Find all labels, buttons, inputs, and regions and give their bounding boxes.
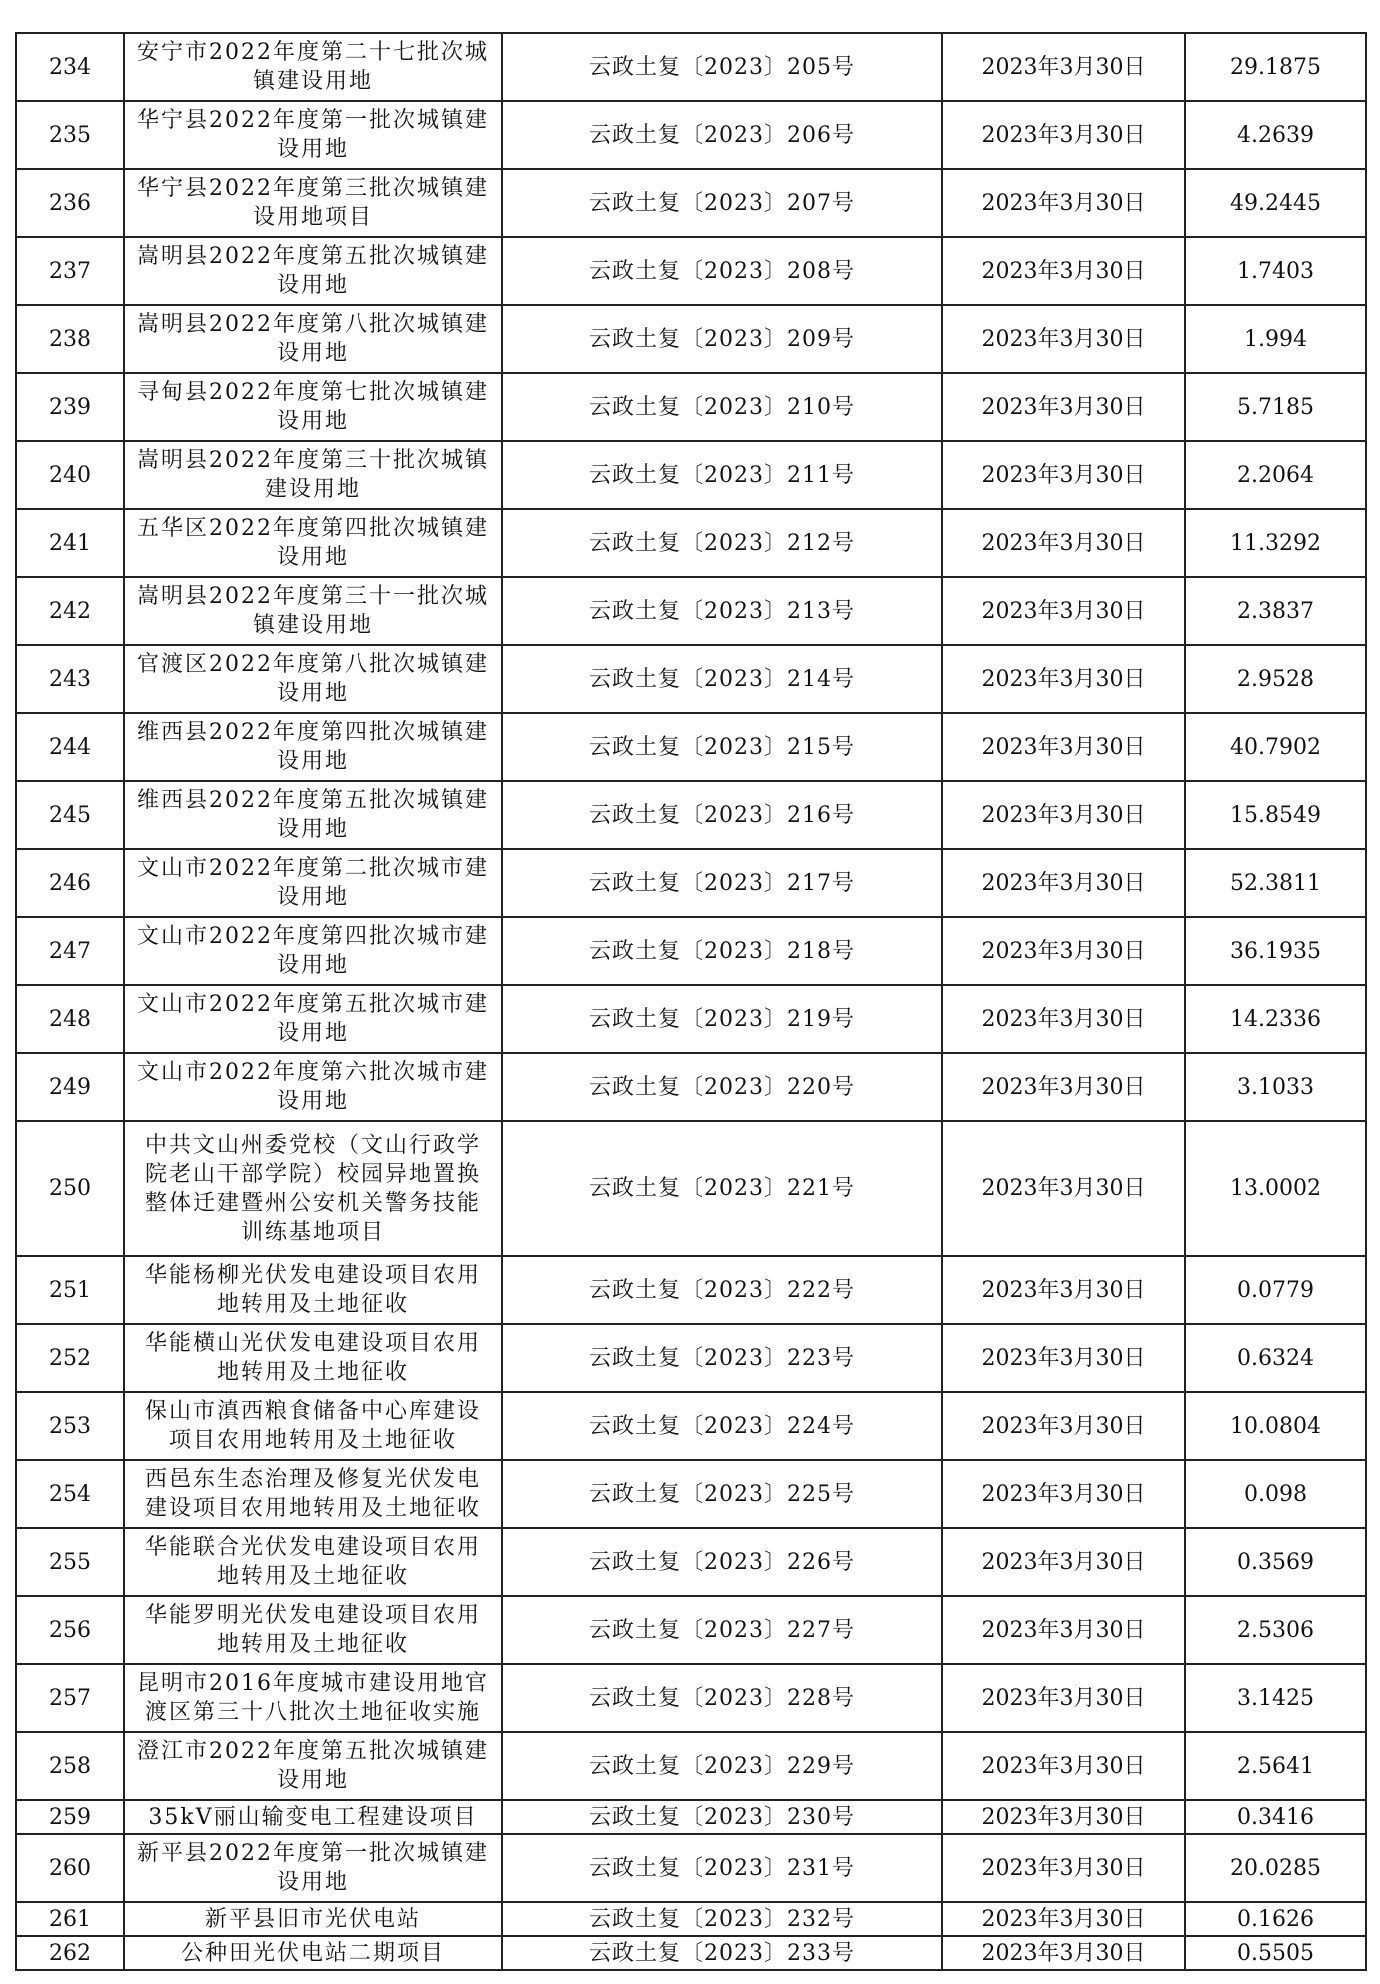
area-cell: 5.7185 bbox=[1185, 373, 1366, 441]
approval-document-cell: 云政土复〔2023〕223号 bbox=[502, 1324, 942, 1392]
approval-date-cell: 2023年3月30日 bbox=[942, 169, 1185, 237]
area-cell: 3.1425 bbox=[1185, 1664, 1366, 1732]
approval-document-cell: 云政土复〔2023〕221号 bbox=[502, 1121, 942, 1256]
area-cell: 2.5306 bbox=[1185, 1596, 1366, 1664]
approval-date-cell: 2023年3月30日 bbox=[942, 849, 1185, 917]
approval-date-cell: 2023年3月30日 bbox=[942, 101, 1185, 169]
row-number-cell: 249 bbox=[16, 1053, 124, 1121]
project-name-cell: 文山市2022年度第五批次城市建设用地 bbox=[124, 985, 502, 1053]
approval-document-cell: 云政土复〔2023〕214号 bbox=[502, 645, 942, 713]
project-name-cell: 华能罗明光伏发电建设项目农用地转用及土地征收 bbox=[124, 1596, 502, 1664]
table-row bbox=[16, 1732, 1366, 1800]
row-number-cell: 261 bbox=[16, 1902, 124, 1936]
approval-document-cell: 云政土复〔2023〕211号 bbox=[502, 441, 942, 509]
table-row bbox=[16, 1053, 1366, 1121]
row-number-cell: 245 bbox=[16, 781, 124, 849]
approval-date-cell: 2023年3月30日 bbox=[942, 1596, 1185, 1664]
approval-document-cell: 云政土复〔2023〕215号 bbox=[502, 713, 942, 781]
approval-document-cell: 云政土复〔2023〕220号 bbox=[502, 1053, 942, 1121]
project-name-cell: 嵩明县2022年度第三十批次城镇建设用地 bbox=[124, 441, 502, 509]
table-row bbox=[16, 713, 1366, 781]
table-row bbox=[16, 237, 1366, 305]
row-number-cell: 239 bbox=[16, 373, 124, 441]
row-number-cell: 256 bbox=[16, 1596, 124, 1664]
area-cell: 0.0779 bbox=[1185, 1256, 1366, 1324]
approval-date-cell: 2023年3月30日 bbox=[942, 1460, 1185, 1528]
table-body bbox=[16, 33, 1366, 1970]
approval-document-cell: 云政土复〔2023〕232号 bbox=[502, 1902, 942, 1936]
approval-document-cell: 云政土复〔2023〕212号 bbox=[502, 509, 942, 577]
area-cell: 1.7403 bbox=[1185, 237, 1366, 305]
row-number-cell: 254 bbox=[16, 1460, 124, 1528]
row-number-cell: 257 bbox=[16, 1664, 124, 1732]
row-number-cell: 247 bbox=[16, 917, 124, 985]
area-cell: 0.6324 bbox=[1185, 1324, 1366, 1392]
table-row bbox=[16, 1324, 1366, 1392]
approval-date-cell: 2023年3月30日 bbox=[942, 509, 1185, 577]
project-name-cell: 澄江市2022年度第五批次城镇建设用地 bbox=[124, 1732, 502, 1800]
row-number-cell: 246 bbox=[16, 849, 124, 917]
project-name-cell: 新平县2022年度第一批次城镇建设用地 bbox=[124, 1834, 502, 1902]
row-number-cell: 248 bbox=[16, 985, 124, 1053]
table-row bbox=[16, 1800, 1366, 1834]
row-number-cell: 237 bbox=[16, 237, 124, 305]
area-cell: 4.2639 bbox=[1185, 101, 1366, 169]
project-name-cell: 昆明市2016年度城市建设用地官渡区第三十八批次土地征收实施 bbox=[124, 1664, 502, 1732]
approval-date-cell: 2023年3月30日 bbox=[942, 1902, 1185, 1936]
area-cell: 52.3811 bbox=[1185, 849, 1366, 917]
approval-date-cell: 2023年3月30日 bbox=[942, 441, 1185, 509]
project-name-cell: 中共文山州委党校（文山行政学院老山干部学院）校园异地置换整体迁建暨州公安机关警务技能训练基地项目 bbox=[124, 1121, 502, 1256]
project-name-cell: 文山市2022年度第六批次城市建设用地 bbox=[124, 1053, 502, 1121]
approval-date-cell: 2023年3月30日 bbox=[942, 305, 1185, 373]
approval-date-cell: 2023年3月30日 bbox=[942, 1324, 1185, 1392]
approval-document-cell: 云政土复〔2023〕226号 bbox=[502, 1528, 942, 1596]
approval-document-cell: 云政土复〔2023〕230号 bbox=[502, 1800, 942, 1834]
approval-document-cell: 云政土复〔2023〕209号 bbox=[502, 305, 942, 373]
approval-date-cell: 2023年3月30日 bbox=[942, 237, 1185, 305]
approval-document-cell: 云政土复〔2023〕208号 bbox=[502, 237, 942, 305]
approval-date-cell: 2023年3月30日 bbox=[942, 917, 1185, 985]
project-name-cell: 五华区2022年度第四批次城镇建设用地 bbox=[124, 509, 502, 577]
project-name-cell: 35kV丽山输变电工程建设项目 bbox=[124, 1800, 502, 1834]
table-row bbox=[16, 645, 1366, 713]
table-row bbox=[16, 509, 1366, 577]
row-number-cell: 242 bbox=[16, 577, 124, 645]
project-name-cell: 公种田光伏电站二期项目 bbox=[124, 1936, 502, 1970]
table-row bbox=[16, 1121, 1366, 1256]
row-number-cell: 262 bbox=[16, 1936, 124, 1970]
approval-table bbox=[15, 32, 1367, 1971]
approval-date-cell: 2023年3月30日 bbox=[942, 1528, 1185, 1596]
area-cell: 2.5641 bbox=[1185, 1732, 1366, 1800]
table-row bbox=[16, 101, 1366, 169]
project-name-cell: 华宁县2022年度第三批次城镇建设用地项目 bbox=[124, 169, 502, 237]
approval-date-cell: 2023年3月30日 bbox=[942, 1936, 1185, 1970]
project-name-cell: 嵩明县2022年度第八批次城镇建设用地 bbox=[124, 305, 502, 373]
area-cell: 36.1935 bbox=[1185, 917, 1366, 985]
table-row bbox=[16, 33, 1366, 101]
approval-date-cell: 2023年3月30日 bbox=[942, 1664, 1185, 1732]
approval-document-cell: 云政土复〔2023〕207号 bbox=[502, 169, 942, 237]
approval-date-cell: 2023年3月30日 bbox=[942, 781, 1185, 849]
area-cell: 14.2336 bbox=[1185, 985, 1366, 1053]
approval-document-cell: 云政土复〔2023〕205号 bbox=[502, 33, 942, 101]
table-row bbox=[16, 1256, 1366, 1324]
project-name-cell: 维西县2022年度第五批次城镇建设用地 bbox=[124, 781, 502, 849]
approval-date-cell: 2023年3月30日 bbox=[942, 1732, 1185, 1800]
area-cell: 1.994 bbox=[1185, 305, 1366, 373]
approval-date-cell: 2023年3月30日 bbox=[942, 1053, 1185, 1121]
area-cell: 0.098 bbox=[1185, 1460, 1366, 1528]
table-row bbox=[16, 1902, 1366, 1936]
area-cell: 40.7902 bbox=[1185, 713, 1366, 781]
approval-document-cell: 云政土复〔2023〕210号 bbox=[502, 373, 942, 441]
approval-date-cell: 2023年3月30日 bbox=[942, 1800, 1185, 1834]
approval-document-cell: 云政土复〔2023〕218号 bbox=[502, 917, 942, 985]
approval-document-cell: 云政土复〔2023〕213号 bbox=[502, 577, 942, 645]
approval-document-cell: 云政土复〔2023〕222号 bbox=[502, 1256, 942, 1324]
row-number-cell: 238 bbox=[16, 305, 124, 373]
project-name-cell: 华能横山光伏发电建设项目农用地转用及土地征收 bbox=[124, 1324, 502, 1392]
area-cell: 29.1875 bbox=[1185, 33, 1366, 101]
project-name-cell: 寻甸县2022年度第七批次城镇建设用地 bbox=[124, 373, 502, 441]
table-row bbox=[16, 1460, 1366, 1528]
table-row bbox=[16, 1936, 1366, 1970]
row-number-cell: 236 bbox=[16, 169, 124, 237]
approval-document-cell: 云政土复〔2023〕219号 bbox=[502, 985, 942, 1053]
approval-date-cell: 2023年3月30日 bbox=[942, 33, 1185, 101]
table-row bbox=[16, 985, 1366, 1053]
area-cell: 0.1626 bbox=[1185, 1902, 1366, 1936]
approval-date-cell: 2023年3月30日 bbox=[942, 1256, 1185, 1324]
row-number-cell: 235 bbox=[16, 101, 124, 169]
project-name-cell: 华能联合光伏发电建设项目农用地转用及土地征收 bbox=[124, 1528, 502, 1596]
approval-date-cell: 2023年3月30日 bbox=[942, 1834, 1185, 1902]
project-name-cell: 官渡区2022年度第八批次城镇建设用地 bbox=[124, 645, 502, 713]
approval-document-cell: 云政土复〔2023〕231号 bbox=[502, 1834, 942, 1902]
table-row bbox=[16, 1834, 1366, 1902]
approval-date-cell: 2023年3月30日 bbox=[942, 645, 1185, 713]
table-row bbox=[16, 849, 1366, 917]
approval-document-cell: 云政土复〔2023〕228号 bbox=[502, 1664, 942, 1732]
project-name-cell: 保山市滇西粮食储备中心库建设项目农用地转用及土地征收 bbox=[124, 1392, 502, 1460]
project-name-cell: 嵩明县2022年度第五批次城镇建设用地 bbox=[124, 237, 502, 305]
area-cell: 2.3837 bbox=[1185, 577, 1366, 645]
table-row bbox=[16, 1596, 1366, 1664]
approval-document-cell: 云政土复〔2023〕227号 bbox=[502, 1596, 942, 1664]
row-number-cell: 255 bbox=[16, 1528, 124, 1596]
project-name-cell: 华能杨柳光伏发电建设项目农用地转用及土地征收 bbox=[124, 1256, 502, 1324]
table-row bbox=[16, 373, 1366, 441]
area-cell: 10.0804 bbox=[1185, 1392, 1366, 1460]
approval-document-cell: 云政土复〔2023〕225号 bbox=[502, 1460, 942, 1528]
area-cell: 0.3416 bbox=[1185, 1800, 1366, 1834]
approval-document-cell: 云政土复〔2023〕217号 bbox=[502, 849, 942, 917]
row-number-cell: 243 bbox=[16, 645, 124, 713]
project-name-cell: 嵩明县2022年度第三十一批次城镇建设用地 bbox=[124, 577, 502, 645]
approval-date-cell: 2023年3月30日 bbox=[942, 577, 1185, 645]
project-name-cell: 新平县旧市光伏电站 bbox=[124, 1902, 502, 1936]
project-name-cell: 西邑东生态治理及修复光伏发电建设项目农用地转用及土地征收 bbox=[124, 1460, 502, 1528]
approval-date-cell: 2023年3月30日 bbox=[942, 985, 1185, 1053]
table-row bbox=[16, 1392, 1366, 1460]
table-row bbox=[16, 577, 1366, 645]
project-name-cell: 维西县2022年度第四批次城镇建设用地 bbox=[124, 713, 502, 781]
row-number-cell: 251 bbox=[16, 1256, 124, 1324]
table-row bbox=[16, 781, 1366, 849]
area-cell: 49.2445 bbox=[1185, 169, 1366, 237]
row-number-cell: 244 bbox=[16, 713, 124, 781]
area-cell: 2.9528 bbox=[1185, 645, 1366, 713]
project-name-cell: 华宁县2022年度第一批次城镇建设用地 bbox=[124, 101, 502, 169]
area-cell: 0.5505 bbox=[1185, 1936, 1366, 1970]
approval-document-cell: 云政土复〔2023〕216号 bbox=[502, 781, 942, 849]
table-row bbox=[16, 169, 1366, 237]
area-cell: 20.0285 bbox=[1185, 1834, 1366, 1902]
project-name-cell: 安宁市2022年度第二十七批次城镇建设用地 bbox=[124, 33, 502, 101]
approval-date-cell: 2023年3月30日 bbox=[942, 1392, 1185, 1460]
row-number-cell: 252 bbox=[16, 1324, 124, 1392]
table-row bbox=[16, 1528, 1366, 1596]
table-row bbox=[16, 441, 1366, 509]
row-number-cell: 260 bbox=[16, 1834, 124, 1902]
table-row bbox=[16, 305, 1366, 373]
area-cell: 2.2064 bbox=[1185, 441, 1366, 509]
table-row bbox=[16, 917, 1366, 985]
area-cell: 3.1033 bbox=[1185, 1053, 1366, 1121]
row-number-cell: 234 bbox=[16, 33, 124, 101]
row-number-cell: 240 bbox=[16, 441, 124, 509]
approval-document-cell: 云政土复〔2023〕233号 bbox=[502, 1936, 942, 1970]
row-number-cell: 241 bbox=[16, 509, 124, 577]
approval-table-page bbox=[15, 32, 1365, 1971]
approval-document-cell: 云政土复〔2023〕224号 bbox=[502, 1392, 942, 1460]
area-cell: 11.3292 bbox=[1185, 509, 1366, 577]
table-row bbox=[16, 1664, 1366, 1732]
row-number-cell: 258 bbox=[16, 1732, 124, 1800]
approval-document-cell: 云政土复〔2023〕206号 bbox=[502, 101, 942, 169]
area-cell: 0.3569 bbox=[1185, 1528, 1366, 1596]
approval-date-cell: 2023年3月30日 bbox=[942, 1121, 1185, 1256]
row-number-cell: 259 bbox=[16, 1800, 124, 1834]
approval-document-cell: 云政土复〔2023〕229号 bbox=[502, 1732, 942, 1800]
area-cell: 13.0002 bbox=[1185, 1121, 1366, 1256]
approval-date-cell: 2023年3月30日 bbox=[942, 373, 1185, 441]
area-cell: 15.8549 bbox=[1185, 781, 1366, 849]
row-number-cell: 250 bbox=[16, 1121, 124, 1256]
project-name-cell: 文山市2022年度第二批次城市建设用地 bbox=[124, 849, 502, 917]
row-number-cell: 253 bbox=[16, 1392, 124, 1460]
approval-date-cell: 2023年3月30日 bbox=[942, 713, 1185, 781]
project-name-cell: 文山市2022年度第四批次城市建设用地 bbox=[124, 917, 502, 985]
